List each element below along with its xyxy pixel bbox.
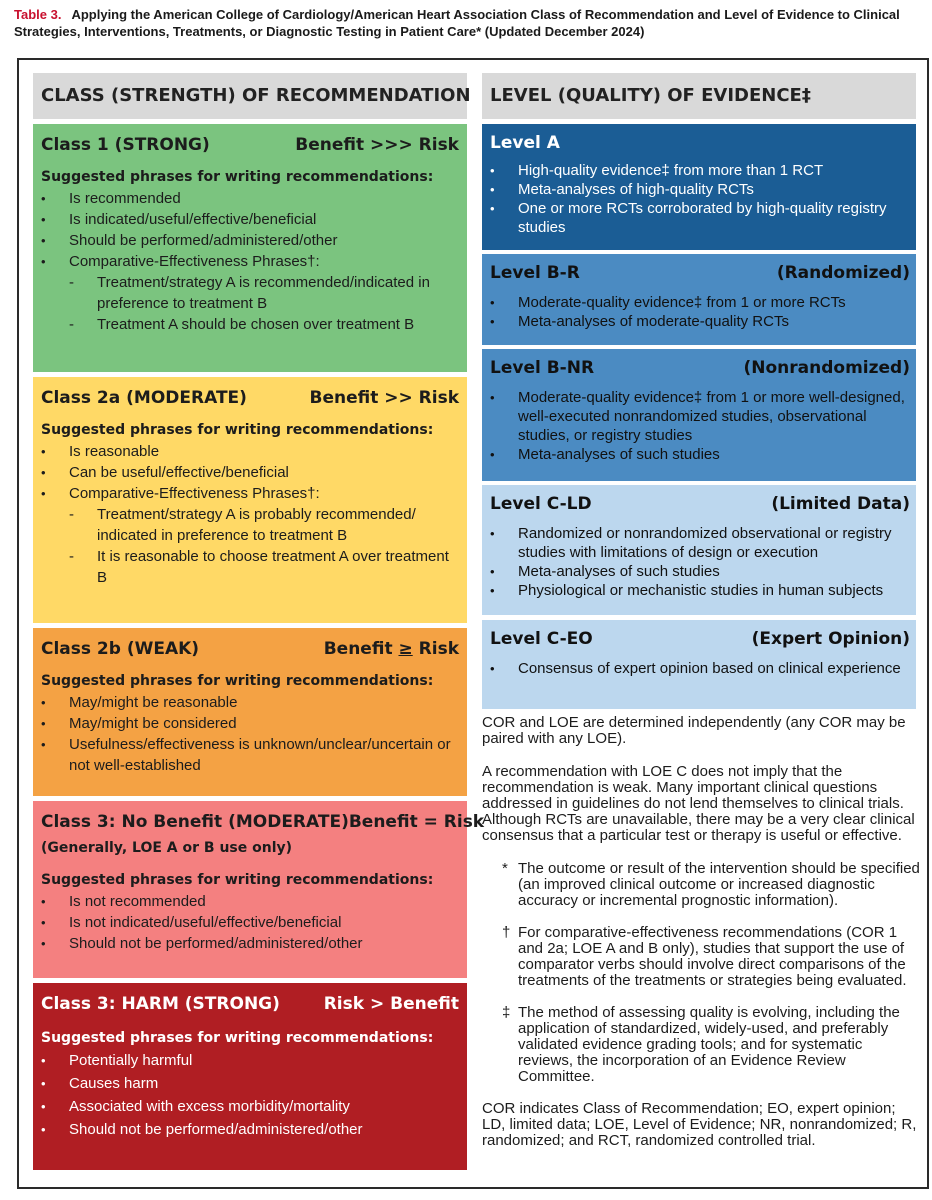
level-b-nr-list xyxy=(490,388,910,464)
list-item-text: Comparative-Effectiveness Phrases†: xyxy=(69,253,320,270)
list-item xyxy=(41,251,459,335)
footnote-symbol: * xyxy=(502,860,508,877)
level-c-ld-title: Level C-LD xyxy=(490,494,592,514)
footnote-text: The outcome or result of the intervention should be specified (an improved clinical outcome or increased diagnostic accuracy or incremental prognostic information). xyxy=(518,860,920,909)
class-2b-ratio-prefix: Benefit xyxy=(323,639,399,659)
table-caption xyxy=(14,6,919,40)
level-b-nr-title-row xyxy=(490,357,910,379)
sub-list-item: - Treatment/strategy A is probably recommended/ indicated in preference to treatment B xyxy=(69,504,459,546)
level-b-r-box xyxy=(482,254,916,345)
level-c-eo-list xyxy=(490,659,910,678)
phrases-label: Suggested phrases for writing recommendations: xyxy=(41,422,434,438)
class-3-harm-title-row xyxy=(41,993,459,1015)
level-b-r-title: Level B-R xyxy=(490,263,580,283)
note-independence: COR and LOE are determined independently (any COR may be paired with any LOE). xyxy=(482,714,906,747)
list-item: • Potentially harmful xyxy=(41,1049,459,1072)
level-c-eo-box xyxy=(482,620,916,709)
table-number: Table 3. xyxy=(14,7,62,22)
class-3-no-benefit-title: Class 3: No Benefit (MODERATE) xyxy=(41,812,349,832)
list-item: • Is indicated/useful/effective/beneficial xyxy=(41,209,459,230)
class-3-no-benefit-title-row xyxy=(41,811,485,833)
class-2a-box xyxy=(33,377,467,623)
level-b-r-qualifier: (Randomized) xyxy=(776,263,910,283)
list-item: • Meta-analyses of such studies xyxy=(490,562,910,581)
class-2a-title: Class 2a (MODERATE) xyxy=(41,388,247,408)
footnote-double-dagger xyxy=(502,1005,920,1085)
class-2b-title-row xyxy=(41,638,459,660)
class-1-sub-list xyxy=(69,272,459,335)
list-item: • Is reasonable xyxy=(41,441,459,462)
level-c-ld-title-row xyxy=(490,493,910,515)
level-b-nr-qualifier: (Nonrandomized) xyxy=(743,358,910,378)
footnote-dagger xyxy=(502,925,920,989)
class-3-no-benefit-box xyxy=(33,801,485,978)
loe-column-header: LEVEL (QUALITY) OF EVIDENCE‡ xyxy=(482,73,916,119)
class-3-harm-ratio: Risk > Benefit xyxy=(323,994,459,1014)
class-2a-phrase-list xyxy=(41,441,459,588)
level-a-box xyxy=(482,124,916,250)
list-item: • Meta-analyses of moderate-quality RCTs xyxy=(490,312,910,331)
list-item: • Should be performed/administered/other xyxy=(41,230,459,251)
class-1-box xyxy=(33,124,467,372)
list-item-text: Comparative-Effectiveness Phrases†: xyxy=(69,485,320,502)
list-item: • Should not be performed/administered/other xyxy=(41,933,459,954)
class-2b-box xyxy=(33,628,467,796)
note-loe-c: A recommendation with LOE C does not imply that the recommendation is weak. Many important clinical questions addressed in guidelines do not lend themselves to clinical trials. Although RCTs are unavailable, there may be a very clear clinical consensus that a particular test or therapy is useful or effective. xyxy=(482,763,915,844)
level-c-eo-title-row xyxy=(490,628,910,650)
class-2b-title: Class 2b (WEAK) xyxy=(41,639,200,659)
sub-list-item: - Treatment/strategy A is recommended/indicated in preference to treatment B xyxy=(69,272,459,314)
class-3-harm-phrase-list xyxy=(41,1049,459,1141)
list-item: • Is recommended xyxy=(41,188,459,209)
list-item: • Moderate-quality evidence‡ from 1 or more RCTs xyxy=(490,293,910,312)
list-item: • Is not indicated/useful/effective/beneficial xyxy=(41,912,459,933)
table-title: Applying the American College of Cardiology/American Heart Association Class of Recommendation and Level of Evidence to Clinical Strategies, Interventions, Treatments, or Diagnostic Testing in Patient Care* (Updated December 2024) xyxy=(14,7,900,39)
list-item: • Physiological or mechanistic studies in human subjects xyxy=(490,581,910,600)
class-2b-ratio xyxy=(324,638,459,660)
list-item: • Is not recommended xyxy=(41,891,459,912)
list-item: • Usefulness/effectiveness is unknown/unclear/uncertain or not well-established xyxy=(41,734,459,776)
list-item: • Causes harm xyxy=(41,1072,459,1095)
class-1-title-row xyxy=(41,134,459,156)
level-c-eo-qualifier: (Expert Opinion) xyxy=(751,629,910,649)
level-b-r-list xyxy=(490,293,910,331)
class-2b-ratio-suffix: Risk xyxy=(412,639,459,659)
list-item xyxy=(41,483,459,588)
level-b-nr-box xyxy=(482,349,916,481)
list-item: • One or more RCTs corroborated by high-quality registry studies xyxy=(490,199,910,237)
phrases-label: Suggested phrases for writing recommendations: xyxy=(41,169,434,185)
footnote-asterisk xyxy=(502,861,920,909)
list-item: • May/might be reasonable xyxy=(41,692,459,713)
list-item: • Should not be performed/administered/other xyxy=(41,1118,459,1141)
list-item: • Meta-analyses of such studies xyxy=(490,445,910,464)
class-2b-phrase-list xyxy=(41,692,459,776)
class-3-harm-title: Class 3: HARM (STRONG) xyxy=(41,994,280,1014)
class-3-no-benefit-ratio: Benefit = Risk xyxy=(348,812,485,832)
level-a-title: Level A xyxy=(490,133,560,153)
class-2a-title-row xyxy=(41,387,459,409)
footnote-text: For comparative-effectiveness recommendations (COR 1 and 2a; LOE A and B only), studies that support the use of comparator verbs should involve direct comparisons of the treatments of the treatments or strategies being evaluated. xyxy=(518,924,907,989)
class-1-phrase-list xyxy=(41,188,459,335)
greater-equal-symbol: ≥ xyxy=(398,639,413,659)
level-b-nr-title: Level B-NR xyxy=(490,358,595,378)
list-item: • Moderate-quality evidence‡ from 1 or more well-designed, well-executed nonrandomized studies, observational studies, or registry studies xyxy=(490,388,910,445)
class-1-ratio: Benefit >>> Risk xyxy=(295,135,459,155)
footnote-symbol: ‡ xyxy=(502,1004,511,1021)
level-c-ld-box xyxy=(482,485,916,615)
cor-column-header: CLASS (STRENGTH) OF RECOMMENDATION xyxy=(33,73,467,119)
list-item: • Randomized or nonrandomized observational or registry studies with limitations of design or execution xyxy=(490,524,910,562)
list-item: • May/might be considered xyxy=(41,713,459,734)
footnote-text: The method of assessing quality is evolving, including the application of standardized, widely-used, and preferably validated evidence grading tools; and for systematic reviews, the incorporation of an Evidence Review Committee. xyxy=(518,1004,900,1085)
level-b-r-title-row xyxy=(490,262,910,284)
class-3-no-benefit-subtitle: (Generally, LOE A or B use only) xyxy=(41,840,293,856)
class-3-no-benefit-phrase-list xyxy=(41,891,459,954)
level-c-ld-list xyxy=(490,524,910,600)
list-item: • Meta-analyses of high-quality RCTs xyxy=(490,180,910,199)
footnote-symbol: † xyxy=(502,924,511,941)
list-item: • High-quality evidence‡ from more than 1 RCT xyxy=(490,161,910,180)
level-a-title-row xyxy=(490,132,910,154)
level-c-ld-qualifier: (Limited Data) xyxy=(771,494,910,514)
sub-list-item: - It is reasonable to choose treatment A over treatment B xyxy=(69,546,459,588)
level-c-eo-title: Level C-EO xyxy=(490,629,593,649)
list-item: • Consensus of expert opinion based on clinical experience xyxy=(490,659,910,678)
phrases-label: Suggested phrases for writing recommendations: xyxy=(41,673,434,689)
abbreviations-note: COR indicates Class of Recommendation; EO, expert opinion; LD, limited data; LOE, Level of Evidence; NR, nonrandomized; R, randomized; and RCT, randomized controlled trial. xyxy=(482,1100,917,1149)
class-2a-sub-list xyxy=(69,504,459,588)
phrases-label: Suggested phrases for writing recommendations: xyxy=(41,872,434,888)
class-2a-ratio: Benefit >> Risk xyxy=(309,388,459,408)
class-3-harm-box xyxy=(33,983,467,1170)
notes-section xyxy=(482,715,920,1149)
sub-list-item: - Treatment A should be chosen over treatment B xyxy=(69,314,459,335)
list-item: • Can be useful/effective/beneficial xyxy=(41,462,459,483)
class-1-title: Class 1 (STRONG) xyxy=(41,135,210,155)
level-a-list xyxy=(490,161,910,237)
list-item: • Associated with excess morbidity/mortality xyxy=(41,1095,459,1118)
phrases-label: Suggested phrases for writing recommendations: xyxy=(41,1030,434,1046)
